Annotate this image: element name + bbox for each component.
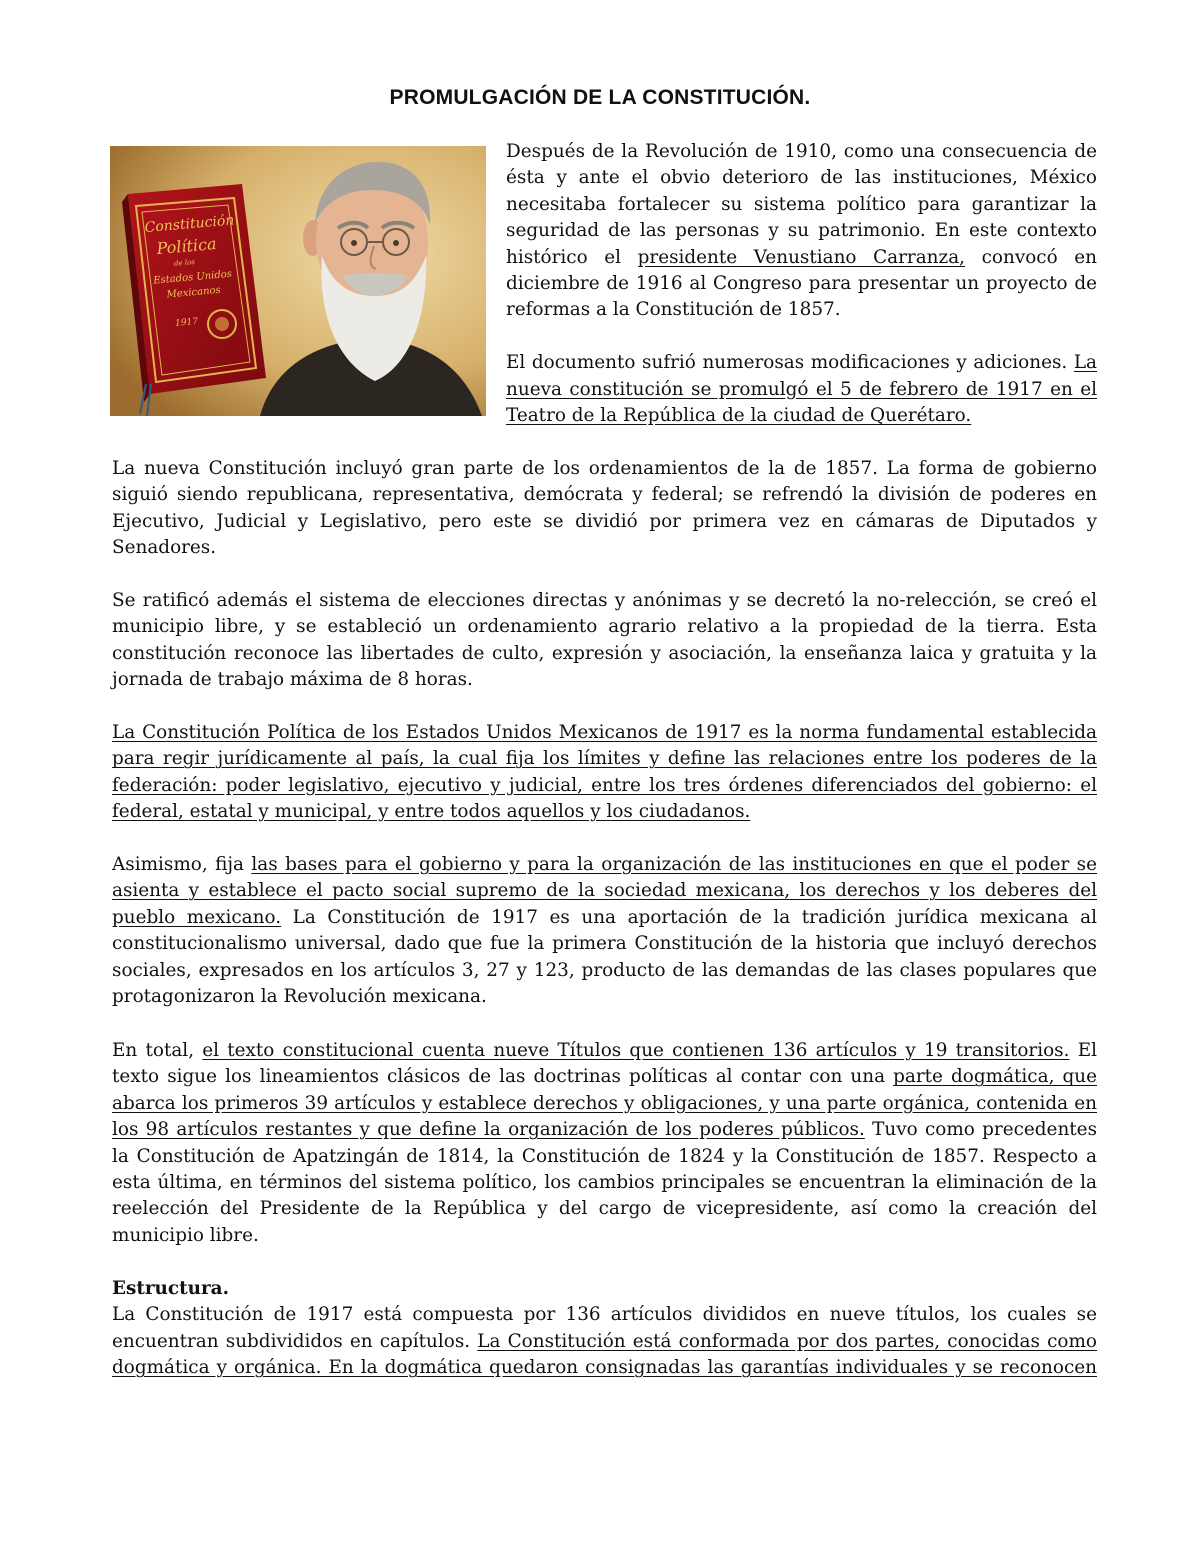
p7-text-a: En total, (112, 1040, 203, 1061)
p1-text-a: Después de la Revolución de 1910, como una consecuencia de ésta y ante el obvio deterioro de las instituciones, México necesitaba fortalecer su sistema político para garantizar la seguridad de las personas y su patrimonio. En este contexto histórico el (506, 141, 1097, 268)
book-year: 1917 (174, 316, 199, 329)
p6-underline-1: las bases para el gobierno y para la organización de las instituciones en que el poder se asienta y establece el pacto social supremo de la sociedad mexicana, los derechos y los deberes del pueblo mexicano. (112, 854, 1097, 928)
paragraph-1 (506, 139, 1097, 324)
intro-text (506, 139, 1097, 429)
book-title-line5: Mexicanos (166, 284, 222, 301)
paragraph-3 (112, 456, 1097, 562)
paragraph-5 (112, 720, 1097, 826)
book-title-line2: Política (155, 234, 218, 259)
p7-text-b: El texto sigue los lineamientos clásicos de las doctrinas políticas al contar con una (112, 1040, 1097, 1088)
p2-underline-1: La nueva constitución se promulgó el 5 de febrero de 1917 en el Teatro de la República de la ciudad de Querétaro. (506, 352, 1097, 427)
p2-text-a: El documento sufrió numerosas modificaciones y adiciones. (506, 352, 1074, 374)
book-title-line1: Constitución (144, 212, 235, 237)
p3-text: La nueva Constitución incluyó gran parte de los ordenamientos de la de 1857. La forma de gobierno siguió siendo republicana, representativa, demócrata y federal; se refrendó la división de poderes en Ejecutivo, Judicial y Legislativo, pero este se dividió por primera vez en cámaras de Diputados y Senadores. (112, 458, 1097, 559)
p6-text-b: La Constitución de 1917 es una aportación de la tradición jurídica mexicana al constitucionalismo universal, dado que fue la primera Constitución de la historia que incluyó derechos sociales, expresados en los artículos 3, 27 y 123, producto de las demandas de las clases populares que protagonizaron la Revolución mexicana. (112, 906, 1097, 1008)
paragraph-6 (112, 852, 1097, 1010)
p1-text-b: convocó en diciembre de 1916 al Congreso para presentar un proyecto de reformas a la Constitución de 1857. (506, 246, 1097, 321)
p6-text-a: Asimismo, fija (112, 854, 252, 875)
portrait-illustration (110, 146, 486, 416)
p5-underline-1: La Constitución Política de los Estados Unidos Mexicanos de 1917 es la norma fundamental establecida para regir jurídicamente al país, la cual fija los límites y define las relaciones entre los poderes de la federación: poder legislativo, ejecutivo y judicial, entre los tres órdenes diferenciados del gobierno: el federal, estatal y municipal, y entre todos aquellos y los ciudadanos. (112, 722, 1097, 823)
book-title-line3: de los (173, 257, 196, 268)
book-title-line4: Estados Unidos (152, 268, 233, 287)
p4-text: Se ratificó además el sistema de elecciones directas y anónimas y se decretó la no-relección, se creó el municipio libre, y se estableció un ordenamiento agrario relativo a la propiedad de la tierra. Esta constitución reconoce las libertades de culto, expresión y asociación, la enseñanza laica y gratuita y la jornada de trabajo máxima de 8 horas. (112, 590, 1097, 691)
paragraph-2 (506, 350, 1097, 429)
carranza-constitution-image (110, 146, 486, 416)
p7-text-c: Tuvo como precedentes la Constitución de Apatzingán de 1814, la Constitución de 1824 y la Constitución de 1857. Respecto a esta última, en términos del sistema político, los cambios principales se encuentran la eliminación de la reelección del Presidente de la República y del cargo de vicepresidente, así como la creación del municipio libre. (112, 1119, 1098, 1246)
p7-underline-1: el texto constitucional cuenta nueve Títulos que contienen 136 artículos y 19 transitorios. (202, 1040, 1070, 1061)
p8-text-a: La Constitución de 1917 está compuesta por 136 artículos divididos en nueve títulos, los cuales se encuentran subdivididos en capítulos. (112, 1304, 1097, 1352)
p8-underline-1: La Constitución está conformada por dos partes, conocidas como dogmática y orgánica. En la dogmática quedaron consignadas las garantías individuales y se reconocen (112, 1330, 1097, 1379)
paragraph-7 (112, 1038, 1097, 1249)
document-title: PROMULGACIÓN DE LA CONSTITUCIÓN. (389, 86, 811, 109)
heading-estructura: Estructura. (112, 1278, 229, 1299)
section-estructura (112, 1276, 1097, 1382)
p7-underline-2: parte dogmática, que abarca los primeros 39 artículos y establece derechos y obligaciones, y una parte orgánica, contenida en los 98 artículos restantes y que define la organización de los poderes públicos. (112, 1066, 1097, 1141)
paragraph-4 (112, 588, 1097, 694)
p1-underline-1: presidente Venustiano Carranza, (637, 246, 966, 268)
